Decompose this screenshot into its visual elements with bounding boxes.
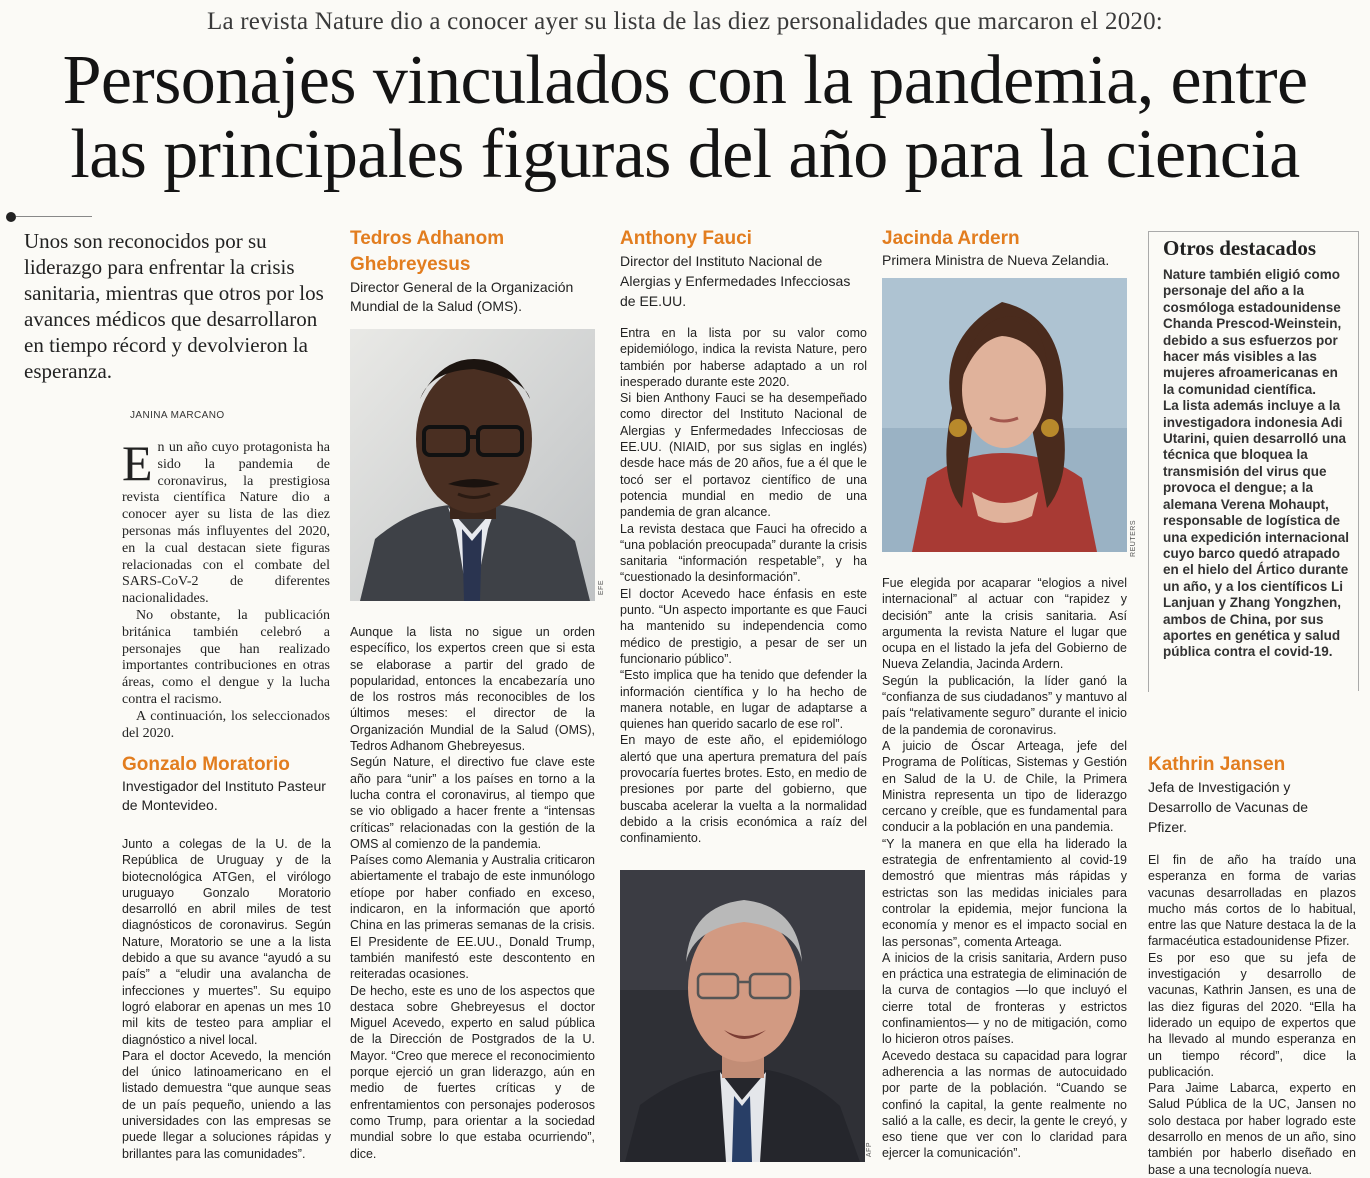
jansen-text	[1148, 852, 1356, 1178]
jansen-role: Jefa de Investigación y Desarrollo de Vacunas de Pfizer.	[1148, 779, 1309, 835]
headline-line-2: las principales figuras del año para la ciencia	[70, 116, 1300, 193]
tedros-paragraph-1: Aunque la lista no sigue un orden específico, los expertos creen que si esta se elaborase a partir del grado de popularidad, entonces la encabezaría uno de los rostros más reconocibles de los últimos meses: el director de la Organización Mundial de la Salud (OMS), Tedros Adhanom Ghebreyesus.	[350, 625, 595, 754]
moratorio-paragraph-2: Para el doctor Acevedo, la mención del único latinoamericano en el listado demuestra “que aunque seas de un país pequeño, uniendo a las universidades con las empresas se puede llegar a soluciones rápidas y brillantes para las comunidades”.	[122, 1048, 331, 1161]
tedros-name-line-1: Tedros Adhanom	[350, 228, 505, 249]
fauci-paragraph-5: “Esto implica que ha tenido que defender la información científica y lo ha hecho de manera notable, en lugar de adaptarse a quienes han querido sacarlo de ese rol”.	[620, 668, 867, 732]
intro-paragraph-2: No obstante, la publicación británica también celebró a personajes que han realizado importantes contribuciones en otras áreas, como el dengue y la lucha contra el racismo.	[122, 607, 330, 707]
sidebar-paragraph-2: La lista además incluye a la investigadora indonesia Adi Utarini, quien desarrolló una técnica que bloquea la transmisión del virus que provoca el dengue; a la alemana Verena Mohaupt, responsable de logística de una expedición internacional cuyo barco quedó atrapado en el hielo del Ártico durante un año, y a los científicos Li Lanjuan y Zhang Yongzhen, ambos de China, por sus aportes en genética y salud pública contra el covid-19.	[1163, 398, 1350, 660]
byline: JANINA MARCANO	[130, 410, 225, 421]
jansen-paragraph-1: El fin de año ha traído una esperanza en forma de varias vacunas desarrolladas en plazos mucho más cortos de lo habitual, entre las que Nature destaca la de la farmacéutica estadounidense Pfizer.	[1148, 853, 1356, 949]
tedros-photo-credit: EFE	[598, 580, 605, 596]
fauci-photo-credit: AFP	[866, 1142, 873, 1158]
tedros-name	[350, 226, 504, 278]
intro-paragraph-3: A continuación, los seleccionados del 2020.	[122, 708, 330, 741]
jansen-paragraph-3: Para Jaime Labarca, experto en Salud Pública de la UC, Jansen no solo destaca por haber logrado este desarrollo en menos de un año, sino también por haberlo diseñado en base a una tecnología nueva.	[1148, 1081, 1356, 1177]
ardern-text	[882, 575, 1127, 1162]
fauci-text	[620, 325, 867, 847]
headline-line-1: Personajes vinculados con la pandemia, entre	[62, 42, 1308, 119]
fauci-paragraph-1: Entra en la lista por su valor como epidemiólogo, indica la revista Nature, pero también por haberse adaptado a un rol inesperado durante este 2020.	[620, 326, 867, 389]
moratorio-paragraph-1: Junto a colegas de la U. de la República de Uruguay y de la biotecnológica ATGen, el virólogo uruguayo Gonzalo Moratorio desarrolló en abril miles de test diagnósticos de coronavirus. Según Nature, Moratorio se une a la lista debido a que su avance “ayudó a su país” a “eludir una avalancha de infecciones y muertes”. Su equipo logró elaborar en apenas un mes 10 mil kits de testeo para ampliar el diagnóstico a nivel local.	[122, 837, 331, 1047]
sidebar-text	[1163, 267, 1351, 661]
tedros-paragraph-2: Según Nature, el directivo fue clave este año para “unir” a los países en torno a la lucha contra el coronavirus, al tiempo que se vio obligado a hacer frente a “intensas críticas” relacionadas con la gestión de la OMS al comienzo de la pandemia.	[350, 755, 595, 851]
sidebar-title: Otros destacados	[1163, 236, 1317, 260]
ardern-paragraph-2: Según la publicación, la líder ganó la “confianza de sus ciudadanos” y mantuvo al país “relativamente seguro” durante el inicio de la pandemia de coronavirus.	[882, 673, 1127, 737]
ardern-name: Jacinda Ardern	[882, 228, 1020, 249]
headline	[0, 44, 1370, 192]
tedros-role: Director General de la Organización Mundial de la Salud (OMS).	[350, 279, 574, 314]
deck: Unos son reconocidos por su liderazgo para enfrentar la crisis sanitaria, mientras que otros por los avances médicos que desarrollaron en tiempo récord y devolvieron la esperanza.	[24, 229, 324, 383]
ardern-photo-credit: REUTERS	[1130, 520, 1137, 557]
ardern-role: Primera Ministra de Nueva Zelandia.	[882, 252, 1110, 268]
tedros-paragraph-3: Países como Alemania y Australia criticaron abiertamente el trabajo de este inmunólogo etíope por haber confiado en exceso, indicaron, en la información que aportó China en las primeras semanas de la crisis. El Presidente de EE.UU., Donald Trump, también manifestó este descontento en reiteradas ocasiones.	[350, 853, 595, 982]
ardern-paragraph-3: A juicio de Óscar Arteaga, jefe del Programa de Políticas, Sistemas y Gestión en Salud de la U. de Chile, la Primera Ministra representa un tipo de liderazgo cercano y creíble, que es fundamental para conducir a la población en una pandemia.	[882, 738, 1127, 835]
section-rule	[16, 216, 92, 217]
moratorio-name: Gonzalo Moratorio	[122, 754, 290, 775]
moratorio-text	[122, 836, 331, 1162]
fauci-paragraph-3: La revista destaca que Fauci ha ofrecido a “una población preocupada” durante la crisis sanitaria “información respetable”, y ha “cuestionado la desinformación”.	[620, 521, 867, 585]
fauci-photo	[620, 870, 865, 1162]
ardern-photo	[882, 278, 1127, 552]
section-dot	[6, 212, 16, 222]
moratorio-role: Investigador del Instituto Pasteur de Montevideo.	[122, 778, 326, 813]
tedros-text	[350, 624, 595, 1162]
sidebar-paragraph-1: Nature también eligió como personaje del año a la cosmóloga estadounidense Chanda Prescod-Weinstein, debido a sus esfuerzos por hacer más visibles a las mujeres afroamericanas en la comunidad científica.	[1163, 267, 1342, 397]
intro-text	[122, 435, 330, 742]
tedros-name-line-2: Ghebreyesus	[350, 254, 471, 275]
ardern-paragraph-4: “Y la manera en que ella ha liderado la estrategia de enfrentamiento al covid-19 demostró que mientras más rápidas y estrictas son las medidas iniciales para controlar la epidemia, mejor funciona la economía y menor es el impacto social en las personas”, comenta Arteaga.	[882, 836, 1127, 949]
ardern-paragraph-1: Fue elegida por acaparar “elogios a nivel internacional” al actuar con “rapidez y decisión” ante la crisis sanitaria. Así argumenta la revista Nature el lugar que ocupa en el listado la jefa del Gobierno de Nueva Zelandia, Jacinda Ardern.	[882, 576, 1127, 672]
intro-paragraph-1: n un año cuyo protagonista ha sido la pandemia de coronavirus, la prestigiosa revista científica Nature dio a conocer ayer su lista de las diez personas más influyentes del 2020, en la cual destacan siete figuras relacionadas con el combate del SARS-CoV-2 de diferentes nacionalidades.	[122, 440, 330, 607]
tedros-paragraph-4: De hecho, este es uno de los aspectos que destaca sobre Ghebreyesus el doctor Miguel Acevedo, experto en salud pública de la Dirección de Postgrados de la U. Mayor. “Creo que merece el reconocimiento porque ejerció un gran liderazgo, aún en medio de fuertes críticas y de enfrentamientos con personajes poderosos como Trump, para orientar a la sociedad mundial sobre lo que estaba ocurriendo”, dice.	[350, 983, 595, 1161]
ardern-paragraph-6: Acevedo destaca su capacidad para lograr adherencia a las normas de autocuidado por parte de la población. “Cuando se confinó la capital, la gente realmente no salió a la calle, es decir, la gente le creyó, y eso tiene que ver con lo claridad para ejercer la comunicación”.	[882, 1048, 1127, 1161]
kicker: La revista Nature dio a conocer ayer su lista de las diez personalidades que marcaron el 2020:	[207, 8, 1163, 35]
drop-cap: E	[122, 435, 153, 491]
fauci-paragraph-4: El doctor Acevedo hace énfasis en este punto. “Un aspecto importante es que Fauci ha mantenido su independencia como médico de prestigio, a pesar de ser un funcionario público”.	[620, 586, 867, 666]
fauci-name: Anthony Fauci	[620, 228, 752, 249]
jansen-paragraph-2: Es por eso que su jefa de investigación y desarrollo de vacunas, Kathrin Jansen, es una de las diez figuras del 2020. “Ella ha liderado un equipo de expertos que ha llevado al mundo esperanza en un tiempo récord”, dice la publicación.	[1148, 950, 1356, 1079]
fauci-role: Director del Instituto Nacional de Alergias y Enfermedades Infecciosas de EE.UU.	[620, 253, 851, 309]
jansen-name: Kathrin Jansen	[1148, 754, 1286, 775]
tedros-photo	[350, 329, 595, 601]
fauci-paragraph-6: En mayo de este año, el epidemiólogo alertó que una apertura prematura del país provocaría fuertes brotes. Esto, en medio de presiones por parte del gobierno, que buscaba acelerar la vuelta a la normalidad debido a la crisis económica a raíz del confinamiento.	[620, 733, 867, 846]
ardern-paragraph-5: A inicios de la crisis sanitaria, Ardern puso en práctica una estrategia de eliminación de la curva de contagios —lo que incluyó el cierre total de fronteras y estrictos confinamientos— y no de mitigación, como lo hicieron otros países.	[882, 950, 1127, 1047]
fauci-paragraph-2: Si bien Anthony Fauci se ha desempeñado como director del Instituto Nacional de Alergias y Enfermedades Infecciosas de EE.UU. (NIAID, por sus siglas en inglés) desde hace más de 20 años, fue a él que le tocó ser el portavoz científico de una potencia mundial en medio de una pandemia de gran alcance.	[620, 391, 867, 520]
